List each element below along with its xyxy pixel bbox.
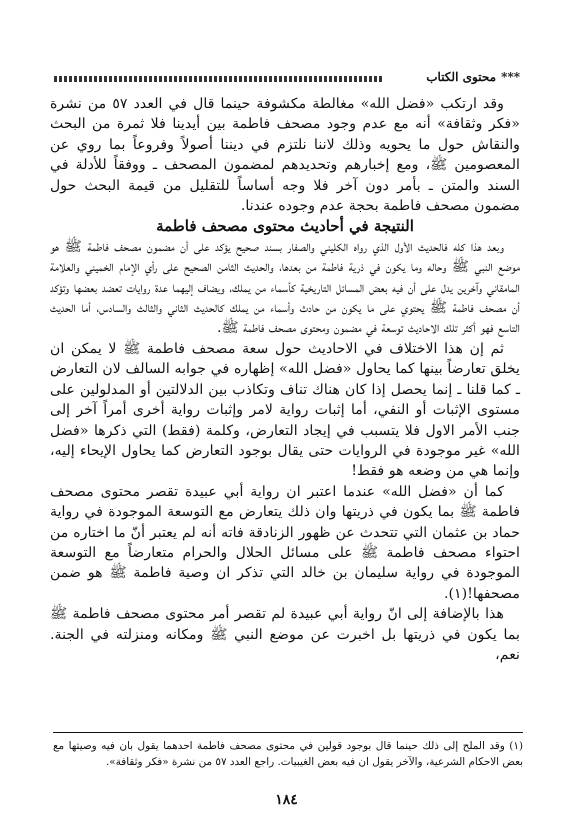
- paragraph-3: ثم إن هذا الاختلاف في الاحاديث حول سعة مصحف فاطمة ﷺ لا يمكن ان يخلق تعارضاً بينها كما يحاول «فضل الله» إظهاره في جوابه السالف لان التعارض ـ كما قلنا ـ إنما يحصل إذا كان هناك تناف وتكاذب بين الدلالتين أو المدلولين على مستوى الإثبات أو النفي، أما إثبات رواية لامر وإثبات رواية أخرى أمراً آخر إلى جنب الأمر الاول فلا يتسبب في إيجاد التعارض، وكلمة (فقط) التي ذكرها «فضل الله» غير موجودة في الروايات حتى يقال بوجود التعارض كما يحاول الإيحاء إليه، وإنما هي من وضعه هو فقط!: [50, 340, 520, 480]
- footnote: (١) وقد الملح إلى ذلك حينما قال بوجود قولين في محتوى مصحف فاطمة احدهما يقول بان فيه وصيتها مع بعض الاحكام الشرعية، والآخر يقول ان فيه بعض الغيبيات. راجع العدد ٥٧ من نشرة «فكر وثقافة».: [53, 740, 523, 768]
- section-heading: النتيجة في أحاديث محتوى مصحف فاطمة: [156, 217, 414, 236]
- running-head-marker: ***: [501, 70, 520, 84]
- footnote-divider: [53, 732, 523, 733]
- paragraph-4: كما أن «فضل الله» عندما اعتبر ان رواية أبي عبيدة تقصر محتوى مصحف فاطمة ﷺ بما يكون في ذريتها وان ذلك يتعارض مع التوسعة الموجودة في رواية حماد بن عثمان التي تتحدث عن ظهور الزنادقة فاته أنه لم يعتبر أنّ ما اختاره من احتواء مصحف فاطمة ﷺ على مسائل الحلال والحرام متعارضاً مع التوسعة الموجودة في رواية سليمان بن خالد التي تذكر ان وصية فاطمة ﷺ هو ضمن مصحفها!(١).: [50, 483, 520, 602]
- header-star-rule: [54, 76, 384, 82]
- running-head-title: محتوى الكتاب: [426, 70, 496, 84]
- paragraph-1: وقد ارتكب «فضل الله» مغالطة مكشوفة حينما قال في العدد ٥٧ من نشرة «فكر وثقافة» أنه مع عدم وجود مصحف فاطمة بين أيدينا فلا ثمرة من البحث والنقاش حول ما يحويه وذلك لاننا نلتزم في ديننا أصولاً وفروعاً بما روي عن المعصومين ﷺ، ومع إخبارهم وتحديدهم لمضمون المصحف ـ ووفقاً للأدلة في السند والمتن ـ بأمر دون آخر فلا وجه أساساً للتقليل من قيمة البحث حول مضمون مصحف فاطمة بحجة عدم وجوده عندنا.: [50, 96, 520, 215]
- page-number: ١٨٤: [275, 792, 298, 808]
- paragraph-5: هذا بالإضافة إلى انّ رواية أبي عبيدة لم تقصر أمر محتوى مصحف فاطمة ﷺ بما يكون في ذريتها بل اخبرت عن موضع النبي ﷺ ومكانه ومنزلته في الجنة. نعم،: [50, 606, 520, 663]
- paragraph-2: وبعد هذا كله فالحديث الأول الذي رواه الكليني والصفار بسند صحيح يؤكد على أن مضمون مصحف فاطمة ﷺ هو موضع النبي ﷺ وحاله وما يكون في ذرية فاطمة من بعدها، والحديث الثامن الصحيح على رأي الإمام الخميني والعلامة المامقاني وآخرين يدل على أن فيه بعض المسائل التاريخية كأسماء من يملك، ويضاف إليهما عدة روايات تعضد بعضها وتؤكد أن مصحف فاطمة ﷺ يحتوي على ما يكون من حادث وأسماء من يملك كالحديث الثاني والثالث والسادس، أما الحديث التاسع فهو أكثر تلك الاحاديث توسعة في مضمون ومحتوى مصحف فاطمة ﷺ.: [50, 238, 520, 337]
- body-text: [50, 94, 520, 665]
